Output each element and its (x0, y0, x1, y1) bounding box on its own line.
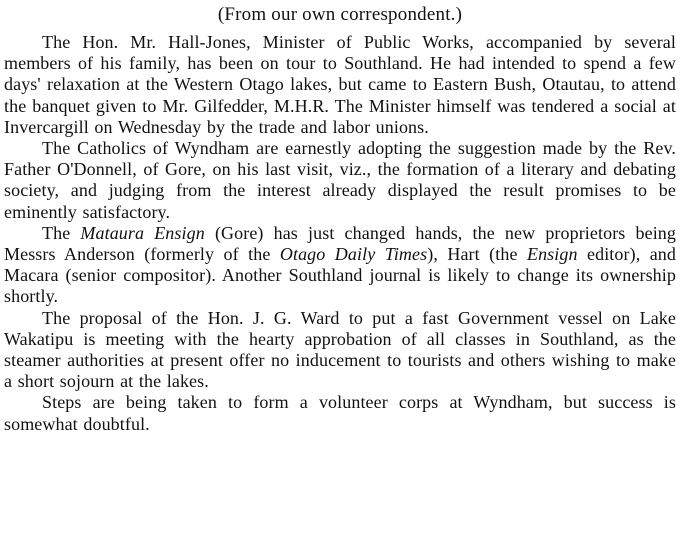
newspaper-title-ensign: Ensign (526, 244, 578, 265)
paragraph-text: editor), and Macara (senior compositor). Another Southland journal is likely to change its ownership shortly. (4, 244, 677, 307)
newspaper-title-mataura-ensign: Mataura Ensign (80, 222, 205, 243)
article-heading: (From our own correspondent.) (217, 4, 463, 25)
paragraph-text: (Gore) has just changed hands, the new proprietors being Messrs Anderson (formerly of the (4, 222, 676, 265)
paragraph-text: ), Hart (the (427, 244, 527, 265)
paragraph-lake-wakatipu-vessel (4, 308, 676, 393)
paragraph-minister-tour (4, 32, 676, 138)
news-article (4, 3, 676, 435)
paragraph-text: The proposal of the Hon. J. G. Ward to put a fast Government vessel on Lake Wakatipu is meeting with the hearty approbation of all classes in Southland, as the steamer authorities at present offer no inducement to tourists and others wishing to make a short sojourn at the lakes. (4, 307, 676, 392)
newspaper-title-otago-daily-times: Otago Daily Times (279, 244, 428, 265)
paragraph-volunteer-corps (4, 392, 676, 434)
paragraph-mataura-ensign (4, 223, 676, 308)
paragraph-text: The (42, 222, 81, 243)
paragraph-text: The Hon. Mr. Hall-Jones, Minister of Public Works, accompanied by several members of his family, has been on tour to Southland. He had intended to spend a few days' relaxation at the Western Otago lakes, but came to Eastern Bush, Otautau, to attend the banquet given to Mr. Gilfedder, M.H.R. The Minister himself was tendered a social at Invercargill on Wednesday by the trade and labor unions. (4, 32, 676, 137)
paragraph-text: Steps are being taken to form a volunteer corps at Wyndham, but success is somewhat doubtful. (4, 392, 676, 434)
paragraph-text: The Catholics of Wyndham are earnestly adopting the suggestion made by the Rev. Father O'Donnell, of Gore, on his last visit, viz., the formation of a literary and debating society, and judging from the interest already displayed the result promises to be eminently satisfactory. (4, 138, 676, 222)
paragraph-wyndham-catholics (4, 138, 676, 223)
